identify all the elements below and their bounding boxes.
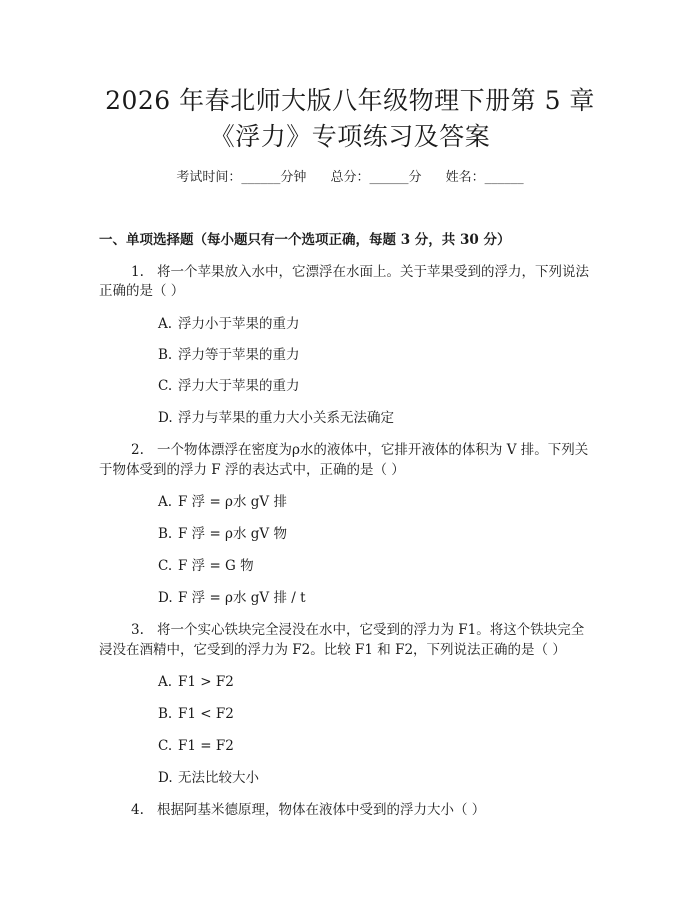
- question-1-option-d: [158, 408, 394, 428]
- option-letter: D.: [158, 590, 173, 606]
- question-1-number: 1.: [131, 264, 144, 280]
- option-text: 无法比较大小: [178, 770, 259, 786]
- question-2-line1: [131, 440, 588, 460]
- exam-meta: [0, 168, 700, 188]
- question-1-line1: [131, 262, 589, 282]
- question-2-option-d: [158, 588, 306, 608]
- question-1-option-a: [158, 314, 300, 334]
- question-1-option-c: [158, 376, 300, 396]
- option-text: 浮力大于苹果的重力: [178, 378, 300, 394]
- option-letter: A.: [158, 316, 173, 332]
- option-letter: C.: [158, 378, 173, 394]
- option-text: F 浮 = ρ水 gV 物: [178, 526, 287, 542]
- question-3-option-a: [158, 672, 234, 692]
- document-title-line1: 2026 年春北师大版八年级物理下册第 5 章: [105, 86, 595, 115]
- option-letter: D.: [158, 770, 173, 786]
- question-3-number: 3.: [131, 622, 144, 638]
- question-2-option-b: [158, 524, 287, 544]
- question-2-number: 2.: [131, 442, 144, 458]
- option-letter: B.: [158, 347, 173, 363]
- question-1-line2: 正确的是（ ）: [99, 283, 185, 299]
- option-text: F 浮 = G 物: [178, 558, 254, 574]
- document-title-line2: 《浮力》专项练习及答案: [209, 122, 491, 151]
- question-3-line2: 浸没在酒精中，它受到的浮力为 F2。比较 F1 和 F2，下列说法正确的是（ ）: [99, 642, 566, 658]
- question-3-option-d: [158, 768, 259, 788]
- question-2-option-a: [158, 492, 287, 512]
- option-text: 浮力等于苹果的重力: [178, 347, 300, 363]
- option-letter: A.: [158, 674, 173, 690]
- question-3-text: 将一个实心铁块完全浸没在水中，它受到的浮力为 F1。将这个铁块完全: [157, 622, 585, 638]
- option-letter: C.: [158, 738, 173, 754]
- option-letter: B.: [158, 706, 173, 722]
- total-score-field: 总分：______分: [330, 170, 422, 185]
- option-text: 浮力小于苹果的重力: [178, 316, 300, 332]
- question-4-text: 根据阿基米德原理，物体在液体中受到的浮力大小（ ）: [157, 802, 486, 818]
- option-letter: A.: [158, 494, 173, 510]
- option-text: F1 > F2: [178, 674, 234, 690]
- student-name-field: 姓名：______: [445, 170, 524, 185]
- option-text: F1 < F2: [178, 706, 234, 722]
- option-text: F 浮 = ρ水 gV 排: [178, 494, 287, 510]
- option-text: 浮力与苹果的重力大小关系无法确定: [178, 410, 394, 426]
- section-heading-single-choice: 一、单项选择题（每小题只有一个选项正确，每题 3 分，共 30 分）: [99, 232, 511, 248]
- option-letter: C.: [158, 558, 173, 574]
- option-text: F1 = F2: [178, 738, 234, 754]
- question-2-line2: 于物体受到的浮力 F 浮的表达式中，正确的是（ ）: [99, 462, 405, 478]
- option-text: F 浮 = ρ水 gV 排 / t: [178, 590, 306, 606]
- option-letter: D.: [158, 410, 173, 426]
- question-3-line1: [131, 620, 584, 640]
- question-1-option-b: [158, 345, 300, 365]
- exam-time-field: 考试时间：______分钟: [176, 170, 307, 185]
- question-2-option-c: [158, 556, 254, 576]
- question-4-line1: [131, 800, 485, 820]
- option-letter: B.: [158, 526, 173, 542]
- question-1-text: 将一个苹果放入水中，它漂浮在水面上。关于苹果受到的浮力，下列说法: [157, 264, 589, 280]
- question-2-text: 一个物体漂浮在密度为ρ水的液体中，它排开液体的体积为 V 排。下列关: [157, 442, 589, 458]
- question-3-option-b: [158, 704, 234, 724]
- question-3-option-c: [158, 736, 234, 756]
- question-4-number: 4.: [131, 802, 144, 818]
